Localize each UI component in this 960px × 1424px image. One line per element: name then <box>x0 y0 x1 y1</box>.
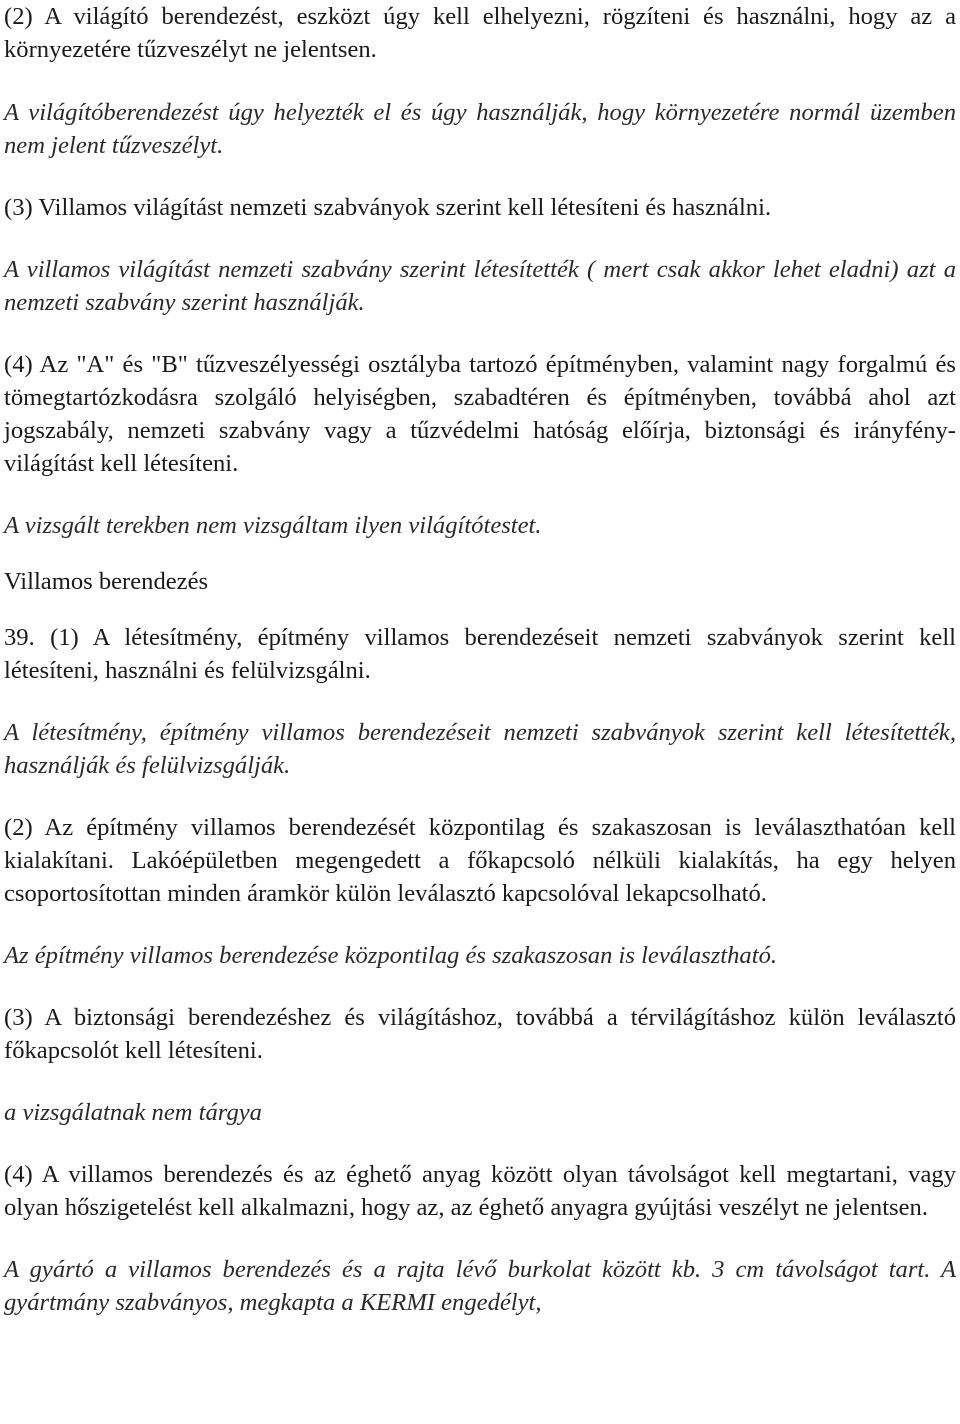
document-page <box>4 0 956 1319</box>
paragraph-electric-lighting-finding: A villamos világítást nemzeti szabvány szerint létesítették ( mert csak akkor lehet eladni) azt a nemzeti szabvány szerint használják. <box>4 256 956 316</box>
paragraph-combustible-distance-rule: (4) A villamos berendezés és az éghető anyag között olyan távolságot kell megtartani, vagy olyan hőszigetelést kell alkalmazni, hogy az, az éghető anyagra gyújtási veszélyt ne jelentsen. <box>4 1161 956 1221</box>
paragraph-lighting-finding: A világítóberendezést úgy helyezték el és úgy használják, hogy környezetére normál üzemben nem jelent tűzveszélyt. <box>4 99 956 159</box>
paragraph-section-39-rule <box>4 621 956 687</box>
paragraph-combustible-distance-finding: A gyártó a villamos berendezés és a rajta lévő burkolat között kb. 3 cm távolságot tart. A gyártmány szabványos, megkapta a KERMI engedélyt, <box>4 1256 956 1316</box>
paragraph-disconnection-finding: Az építmény villamos berendezése központilag és szakaszosan is leválasztható. <box>4 942 778 969</box>
paragraph-safety-switch-finding: a vizsgálatnak nem tárgya <box>4 1099 262 1126</box>
section-39-text: (1) A létesítmény, építmény villamos berendezéseit nemzeti szabványok szerint kell létesíteni, használni és felülvizsgálni. <box>4 624 956 684</box>
paragraph-safety-switch-rule: (3) A biztonsági berendezéshez és világításhoz, továbbá a térvilágításhoz külön leválasztó főkapcsolót kell létesíteni. <box>4 1004 956 1064</box>
paragraph-emergency-lighting-finding: A vizsgált terekben nem vizsgáltam ilyen világítótestet. <box>4 512 542 539</box>
section-number: 39. <box>4 624 35 651</box>
paragraph-disconnection-rule: (2) Az építmény villamos berendezését központilag és szakaszosan is leválaszthatóan kell kialakítani. Lakóépületben megengedett a főkapcsoló nélküli kialakítás, ha egy helyen csoportosítottan minden áramkör külön leválasztó kapcsolóval lekapcsolható. <box>4 814 956 907</box>
paragraph-electric-lighting-rule: (3) Villamos világítást nemzeti szabványok szerint kell létesíteni és használni. <box>4 194 772 221</box>
section-heading-electrical-installation: Villamos berendezés <box>4 568 209 595</box>
paragraph-section-39-finding: A létesítmény, építmény villamos berendezéseit nemzeti szabványok szerint kell létesítették, használják és felülvizsgálják. <box>4 719 956 779</box>
paragraph-emergency-lighting-rule: (4) Az "A" és "B" tűzveszélyességi osztályba tartozó építményben, valamint nagy forgalmú és tömegtartózkodásra szolgáló helyiségben, szabadtéren és építményben, továbbá ahol azt jogszabály, nemzeti szabvány vagy a tűzvédelmi hatóság előírja, biztonsági és irányfény-világítást kell létesíteni. <box>4 351 956 477</box>
paragraph-lighting-rule: (2) A világító berendezést, eszközt úgy kell elhelyezni, rögzíteni és használni, hogy az a környezetére tűzveszélyt ne jelentsen. <box>4 3 956 63</box>
